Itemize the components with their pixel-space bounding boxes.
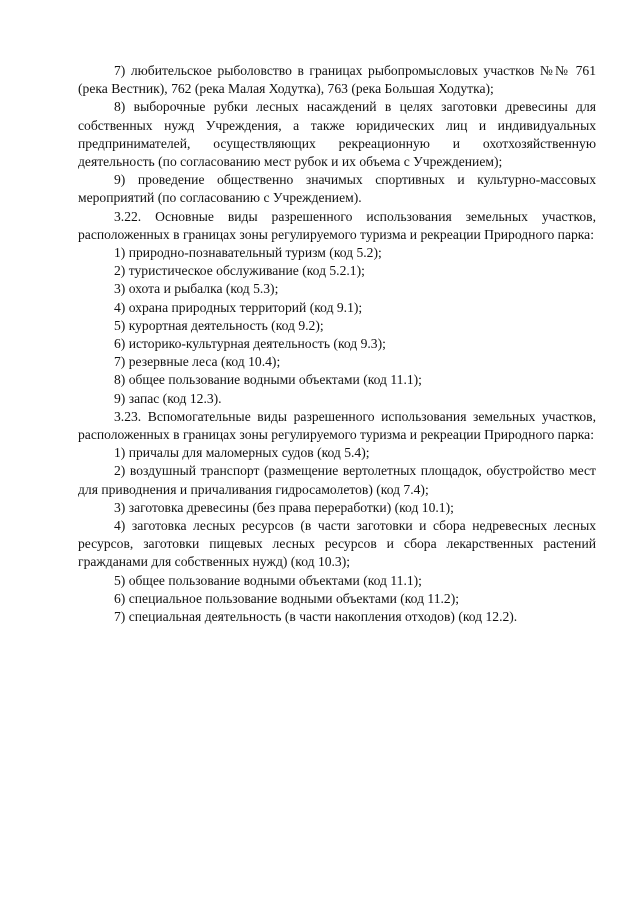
list-item: 2) воздушный транспорт (размещение вертолетных площадок, обустройство мест для приводнения и причаливания гидросамолетов) (код 7.4); (78, 463, 596, 497)
list-item: 6) историко-культурная деятельность (код 9.3); (114, 336, 386, 352)
list-item: 1) природно-познавательный туризм (код 5.2); (114, 245, 382, 261)
list-item: 8) общее пользование водными объектами (код 11.1); (114, 372, 422, 388)
list-item: 3) охота и рыбалка (код 5.3); (114, 281, 279, 297)
document-body (78, 62, 596, 626)
paragraph-item-9-events: 9) проведение общественно значимых спортивных и культурно-массовых мероприятий (по согласованию с Учреждением). (78, 172, 596, 206)
paragraph-section-3-22: 3.22. Основные виды разрешенного использования земельных участков, расположенных в границах зоны регулируемого туризма и рекреации Природного парка: (78, 208, 596, 242)
list-item: 5) курортная деятельность (код 9.2); (114, 317, 324, 333)
list-item: 9) запас (код 12.3). (114, 390, 222, 406)
list-item: 1) причалы для маломерных судов (код 5.4); (114, 445, 370, 461)
list-item: 6) специальное пользование водными объектами (код 11.2); (114, 590, 459, 606)
paragraph-item-8-logging: 8) выборочные рубки лесных насаждений в целях заготовки древесины для собственных нужд Учреждения, а также юридических лиц и индивидуальных предпринимателей, осуществляющих рекреационную и охотхозяйственную деятельность (по согласованию мест рубок и их объема с Учреждением); (78, 99, 596, 170)
list-item: 7) специальная деятельность (в части накопления отходов) (код 12.2). (114, 609, 518, 625)
list-item: 5) общее пользование водными объектами (код 11.1); (114, 572, 422, 588)
list-item: 7) резервные леса (код 10.4); (114, 354, 281, 370)
list-item: 3) заготовка древесины (без права переработки) (код 10.1); (114, 499, 454, 515)
list-item: 2) туристическое обслуживание (код 5.2.1); (114, 263, 365, 279)
paragraph-section-3-23: 3.23. Вспомогательные виды разрешенного использования земельных участков, расположенных в границах зоны регулируемого туризма и рекреации Природного парка: (78, 408, 596, 443)
list-item: 4) заготовка лесных ресурсов (в части заготовки и сбора недревесных лесных ресурсов, заготовки пищевых лесных ресурсов и сбора лекарственных растений гражданами для собственных нужд) (код 10.3); (78, 518, 596, 570)
list-item: 4) охрана природных территорий (код 9.1); (114, 299, 363, 315)
paragraph-item-7-fishing: 7) любительское рыболовство в границах рыбопромысловых участков №№ 761 (река Вестник), 762 (река Малая Ходутка), 763 (река Большая Ходутка); (78, 63, 596, 97)
